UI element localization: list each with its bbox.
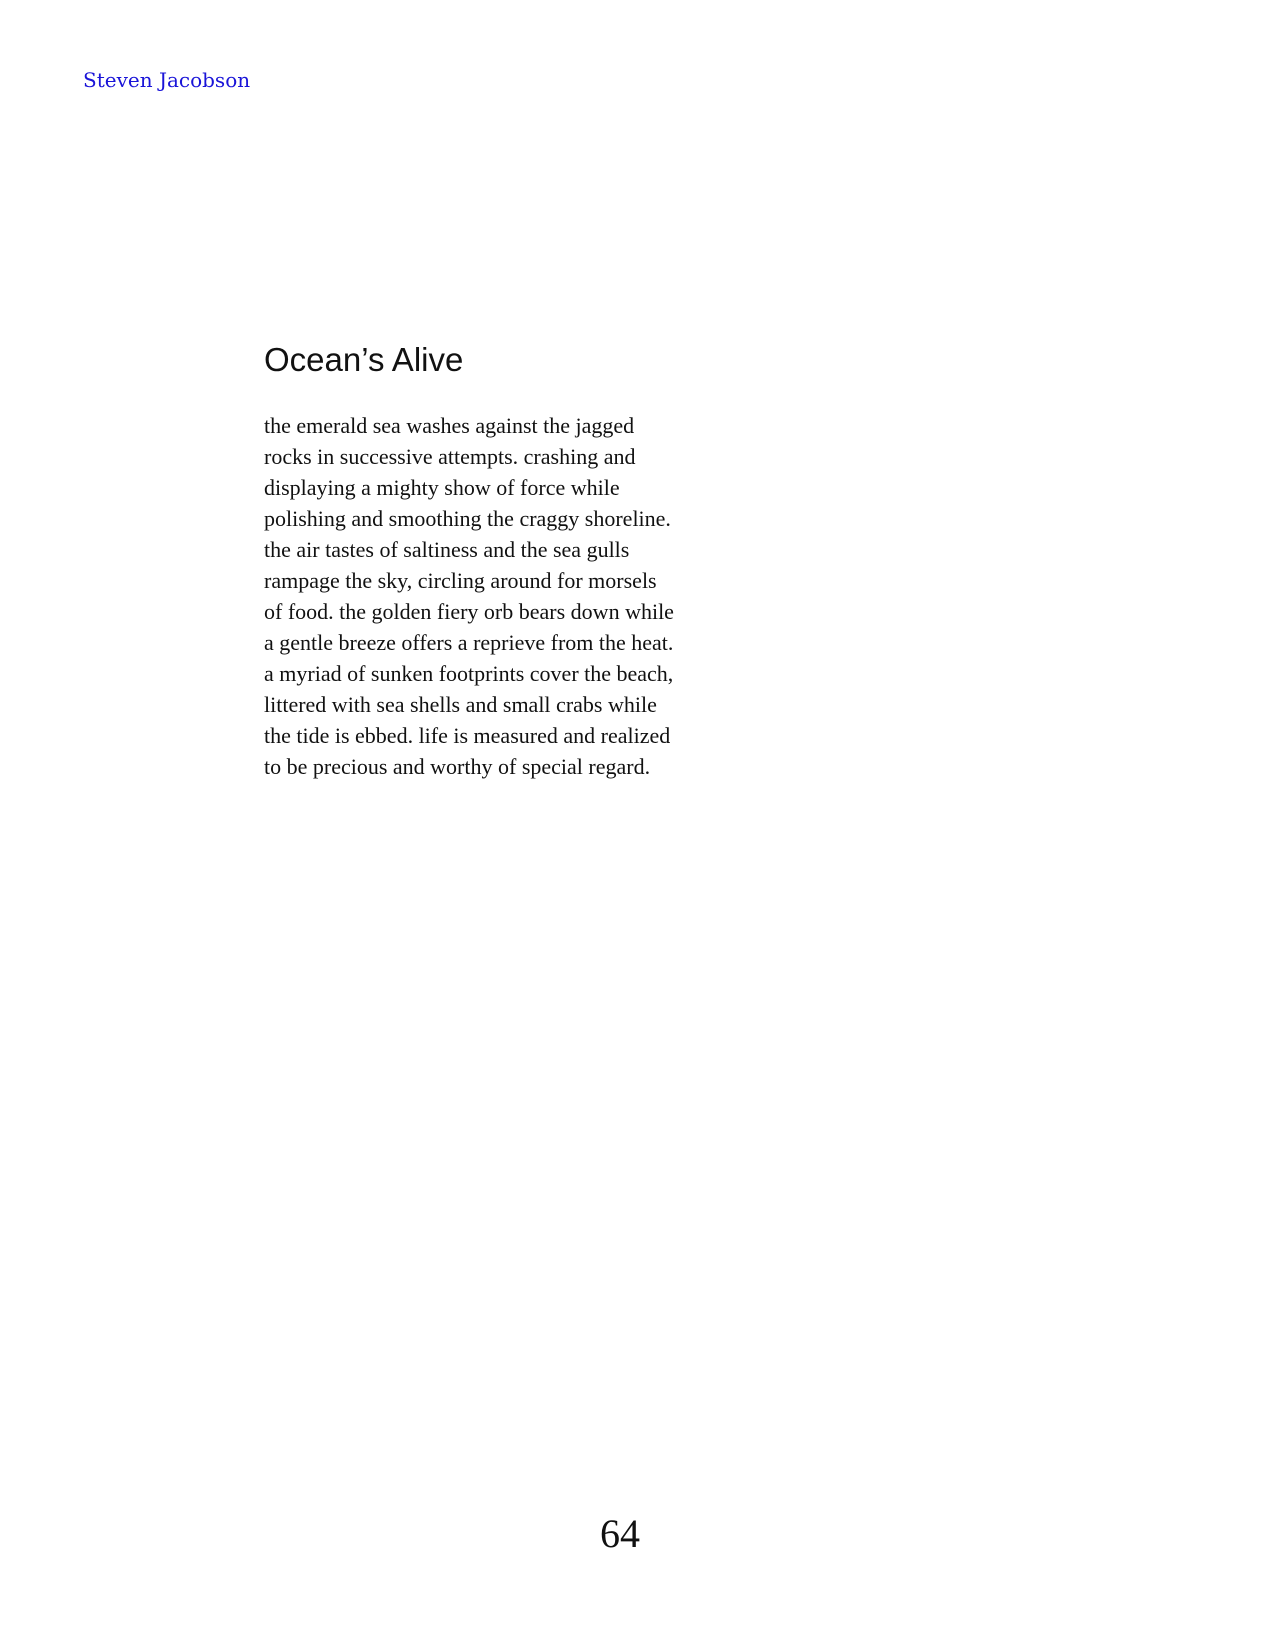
poem-line: to be precious and worthy of special regard.: [264, 754, 651, 779]
poem-line: littered with sea shells and small crabs while: [264, 692, 657, 717]
poem-line: a myriad of sunken footprints cover the beach,: [264, 661, 674, 686]
poem: [264, 340, 784, 782]
poem-title: Ocean’s Alive: [264, 341, 464, 378]
poem-line: the emerald sea washes against the jagged: [264, 413, 635, 438]
poem-line: displaying a mighty show of force while: [264, 475, 620, 500]
poem-line: the tide is ebbed. life is measured and realized: [264, 723, 671, 748]
poem-line: rocks in successive attempts. crashing and: [264, 444, 636, 469]
page-number: 64: [600, 1511, 640, 1556]
poem-line: polishing and smoothing the craggy shoreline.: [264, 506, 671, 531]
author-header: Steven Jacobson: [83, 68, 251, 92]
poem-line: of food. the golden fiery orb bears down while: [264, 599, 674, 624]
poem-line: rampage the sky, circling around for morsels: [264, 568, 657, 593]
poem-line: the air tastes of saltiness and the sea gulls: [264, 537, 630, 562]
poem-line: a gentle breeze offers a reprieve from the heat.: [264, 630, 674, 655]
poem-body: [264, 410, 784, 782]
